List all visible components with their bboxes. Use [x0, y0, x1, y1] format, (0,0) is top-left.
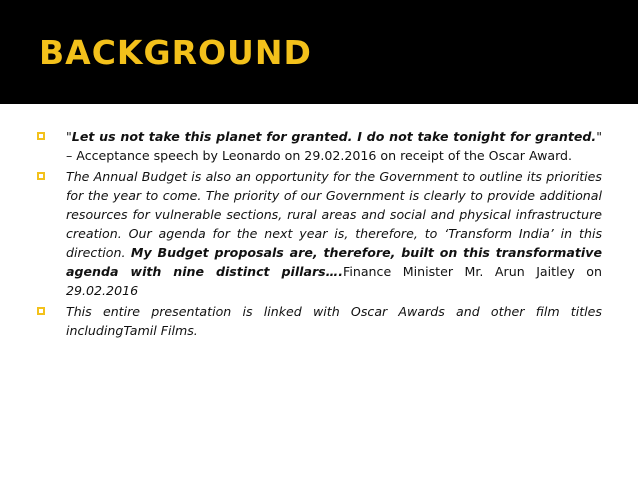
budget-proposals: My Budget proposals are, therefore, built on this transformative agenda with nine distinct pillars….	[66, 245, 602, 279]
budget-statement: The Annual Budget is also an opportunity for the Government to outline its priorities for the year to come. The priority of our Government is clearly to provide additional resources for vulnerable sections, rural areas and social and physical infrastructure creation. Our agenda for the next year is, therefore, to ‘Transform India’ in this direction.	[66, 169, 602, 260]
square-bullet-icon	[37, 132, 45, 140]
budget-attribution: Finance Minister Mr. Arun Jaitley on	[343, 264, 602, 279]
quote-open-mark: "	[66, 129, 72, 144]
bullet-item-quote	[36, 127, 602, 165]
leonardo-quote: Let us not take this planet for granted. I do not take tonight for granted.	[71, 129, 597, 144]
square-bullet-icon	[37, 307, 45, 315]
slide-content	[36, 127, 602, 342]
bullet-item-presentation	[36, 302, 602, 340]
budget-date: 29.02.2016	[66, 283, 139, 298]
square-bullet-icon	[37, 172, 45, 180]
title-band	[0, 0, 638, 104]
quote-source: " – Acceptance speech by Leonardo on 29.02.2016 on receipt of the Oscar Award.	[66, 129, 602, 163]
presentation-note: This entire presentation is linked with Oscar Awards and other film titles includingTamil Films.	[66, 304, 602, 338]
slide-title: BACKGROUND	[39, 33, 312, 72]
bullet-item-budget	[36, 167, 602, 300]
